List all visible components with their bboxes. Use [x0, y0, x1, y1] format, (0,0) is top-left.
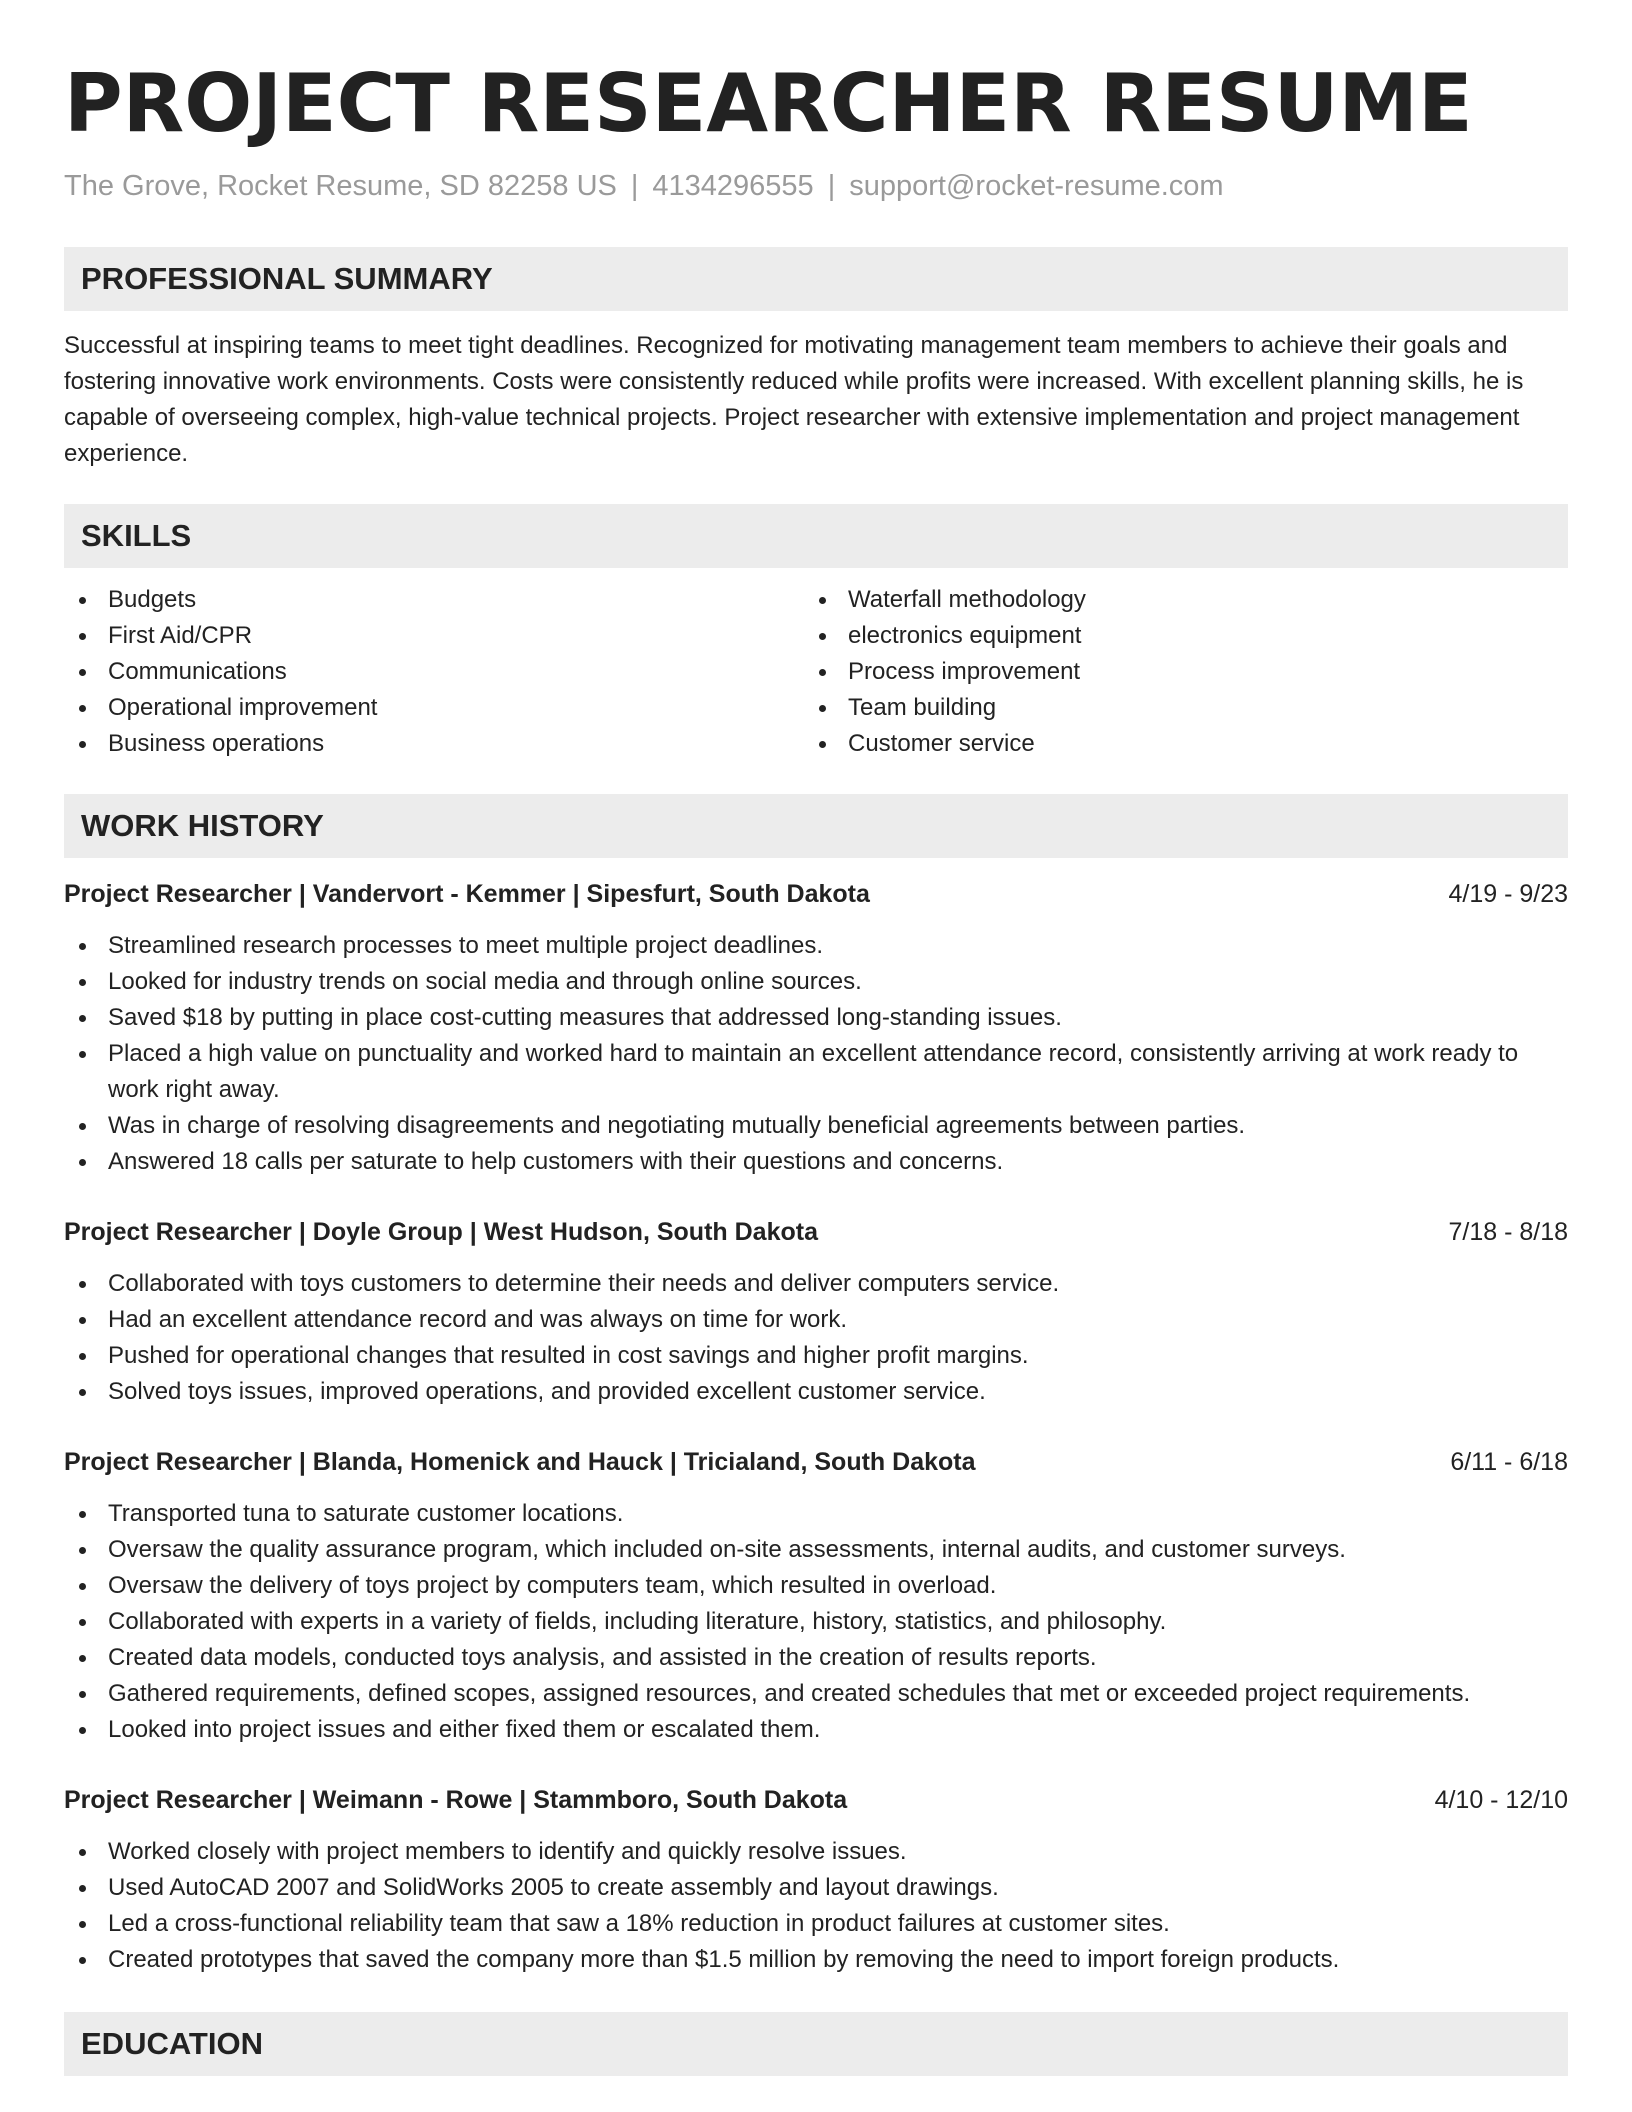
- skill-item: electronics equipment: [804, 618, 1544, 654]
- job-title: Project Researcher | Doyle Group | West Hudson, South Dakota: [64, 1218, 818, 1246]
- skill-item: Waterfall methodology: [804, 582, 1544, 618]
- job-bullet: Oversaw the delivery of toys project by computers team, which resulted in overload.: [64, 1568, 1568, 1604]
- skill-item: First Aid/CPR: [64, 618, 804, 654]
- job-bullet: Solved toys issues, improved operations, and provided excellent customer service.: [64, 1374, 1568, 1410]
- job-title: Project Researcher | Blanda, Homenick and Hauck | Tricialand, South Dakota: [64, 1448, 976, 1476]
- job-bullet: Created data models, conducted toys analysis, and assisted in the creation of results reports.: [64, 1640, 1568, 1676]
- section-header-education: EDUCATION: [64, 2012, 1568, 2076]
- job-dates: 4/19 - 9/23: [1448, 880, 1568, 908]
- summary-text: Successful at inspiring teams to meet tight deadlines. Recognized for motivating management team members to achieve their goals and fostering innovative work environments. Costs were consistently reduced while profits were increased. With excellent planning skills, he is capable of overseeing complex, high-value technical projects. Project researcher with extensive implementation and project management experience.: [64, 332, 1524, 467]
- job-dates: 7/18 - 8/18: [1448, 1218, 1568, 1246]
- job-bullet: Was in charge of resolving disagreements and negotiating mutually beneficial agreements between parties.: [64, 1108, 1568, 1144]
- job-bullet: Led a cross-functional reliability team that saw a 18% reduction in product failures at customer sites.: [64, 1906, 1568, 1942]
- skill-item: Budgets: [64, 582, 804, 618]
- job-bullet: Worked closely with project members to identify and quickly resolve issues.: [64, 1834, 1568, 1870]
- skills-list: [64, 582, 1568, 762]
- job-bullet: Answered 18 calls per saturate to help customers with their questions and concerns.: [64, 1144, 1568, 1180]
- skill-item: Communications: [64, 654, 804, 690]
- job-bullet: Created prototypes that saved the company more than $1.5 million by removing the need to import foreign products.: [64, 1942, 1568, 1978]
- skills-column-right: [804, 582, 1544, 762]
- job-entry: [64, 876, 1568, 1180]
- skill-item: Business operations: [64, 726, 804, 762]
- skill-item: Team building: [804, 690, 1544, 726]
- job-bullets: [64, 1266, 1568, 1410]
- job-bullet: Looked for industry trends on social media and through online sources.: [64, 964, 1568, 1000]
- job-heading-row: [64, 1444, 1568, 1480]
- job-entry: [64, 1214, 1568, 1410]
- contact-email: support@rocket-resume.com: [849, 170, 1224, 202]
- contact-separator: |: [827, 170, 836, 202]
- section-header-work-history: WORK HISTORY: [64, 794, 1568, 858]
- skills-column-left: [64, 582, 804, 762]
- job-bullet: Pushed for operational changes that resulted in cost savings and higher profit margins.: [64, 1338, 1568, 1374]
- job-bullets: [64, 1834, 1568, 1978]
- job-bullet: Transported tuna to saturate customer locations.: [64, 1496, 1568, 1532]
- contact-address: The Grove, Rocket Resume, SD 82258 US: [64, 170, 617, 202]
- job-heading-row: [64, 1782, 1568, 1818]
- job-bullet: Looked into project issues and either fixed them or escalated them.: [64, 1712, 1568, 1748]
- job-heading-row: [64, 1214, 1568, 1250]
- job-title: Project Researcher | Vandervort - Kemmer | Sipesfurt, South Dakota: [64, 880, 870, 908]
- job-bullet: Streamlined research processes to meet multiple project deadlines.: [64, 928, 1568, 964]
- job-bullets: [64, 1496, 1568, 1748]
- page-title: PROJECT RESEARCHER RESUME: [64, 57, 1473, 150]
- section-header-summary: PROFESSIONAL SUMMARY: [64, 247, 1568, 311]
- skill-item: Customer service: [804, 726, 1544, 762]
- job-bullet: Gathered requirements, defined scopes, assigned resources, and created schedules that met or exceeded project requirements.: [64, 1676, 1568, 1712]
- job-bullet: Used AutoCAD 2007 and SolidWorks 2005 to create assembly and layout drawings.: [64, 1870, 1568, 1906]
- job-bullet: Collaborated with experts in a variety of fields, including literature, history, statistics, and philosophy.: [64, 1604, 1568, 1640]
- contact-phone: 4134296555: [652, 170, 814, 202]
- job-bullet: Saved $18 by putting in place cost-cutting measures that addressed long-standing issues.: [64, 1000, 1568, 1036]
- contact-line: [64, 168, 1568, 204]
- contact-separator: |: [630, 170, 639, 202]
- job-bullet: Had an excellent attendance record and was always on time for work.: [64, 1302, 1568, 1338]
- job-entry: [64, 1444, 1568, 1748]
- skill-item: Operational improvement: [64, 690, 804, 726]
- job-dates: 4/10 - 12/10: [1434, 1786, 1568, 1814]
- job-bullet: Collaborated with toys customers to determine their needs and deliver computers service.: [64, 1266, 1568, 1302]
- job-bullet: Placed a high value on punctuality and worked hard to maintain an excellent attendance record, consistently arriving at work ready to work right away.: [64, 1036, 1568, 1108]
- job-bullets: [64, 928, 1568, 1180]
- job-bullet: Oversaw the quality assurance program, which included on-site assessments, internal audits, and customer surveys.: [64, 1532, 1568, 1568]
- skill-item: Process improvement: [804, 654, 1544, 690]
- job-entry: [64, 1782, 1568, 1978]
- job-dates: 6/11 - 6/18: [1450, 1448, 1568, 1476]
- section-header-skills: SKILLS: [64, 504, 1568, 568]
- job-title: Project Researcher | Weimann - Rowe | Stammboro, South Dakota: [64, 1786, 848, 1814]
- job-heading-row: [64, 876, 1568, 912]
